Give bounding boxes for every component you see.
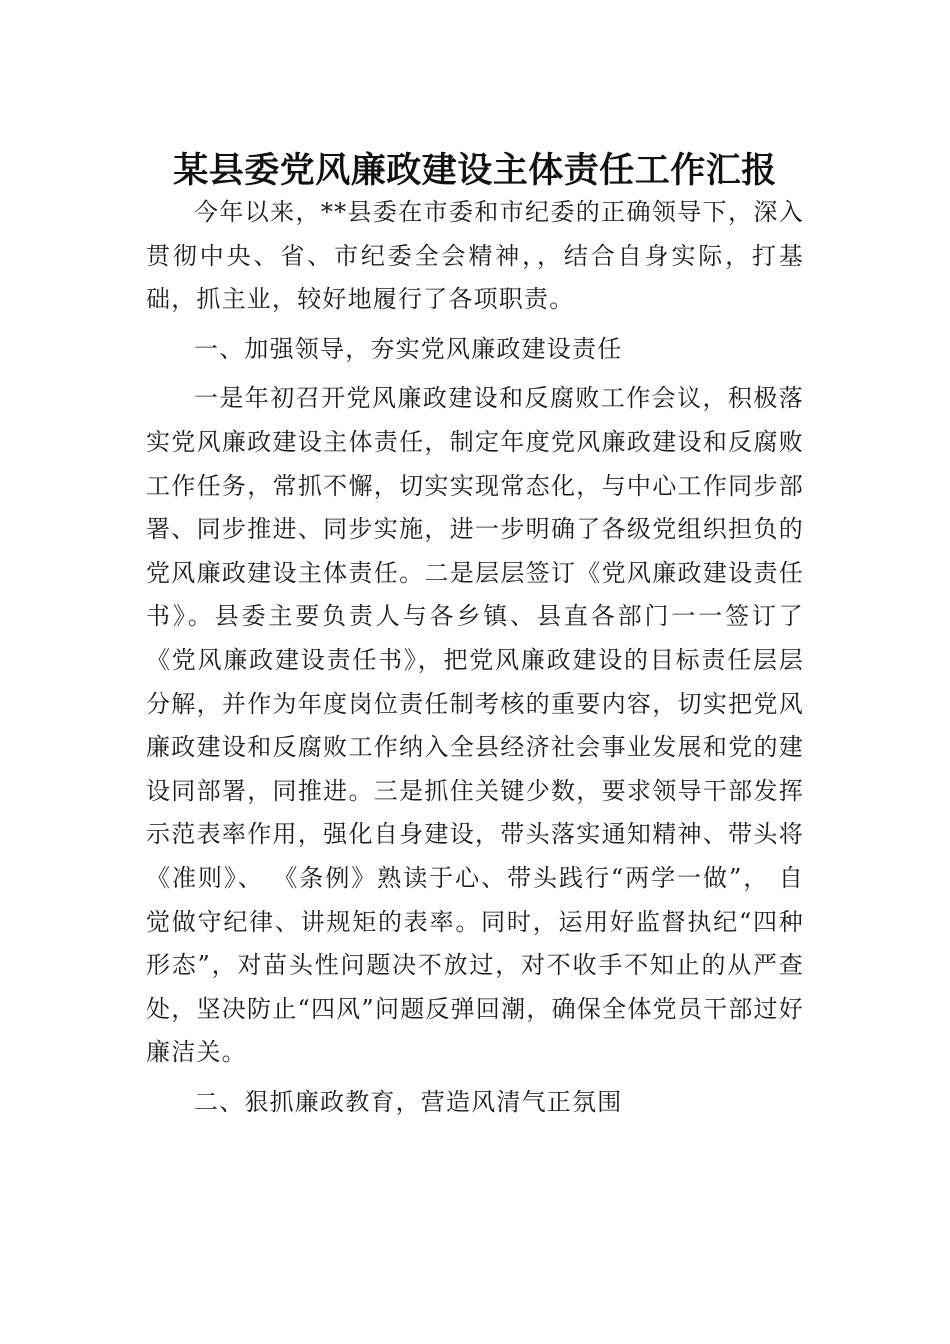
- section-2-heading: 二、狠抓廉政教育，营造风清气正氛围: [194, 1087, 623, 1116]
- intro-paragraph: 今年以来，**县委在市委和市纪委的正确领导下，深入贯彻中央、省、市纪委全会精神，，结合自身实际，打基础，抓主业，较好地履行了各项职责。: [146, 198, 804, 314]
- document-body: [146, 191, 804, 1124]
- document-title: 某县委党风廉政建设主体责任工作汇报: [173, 151, 777, 191]
- section-1-heading: 一、加强领导，夯实党风廉政建设责任: [194, 334, 623, 363]
- section-1-paragraph: 一是年初召开党风廉政建设和反腐败工作会议，积极落实党风廉政建设主体责任，制定年度党风廉政建设和反腐败工作任务，常抓不懈，切实实现常态化，与中心工作同步部署、同步推进、同步实施，进一步明确了各级党组织担负的党风廉政建设主体责任。二是层层签订《党风廉政建设责任书》。县委主要负责人与各乡镇、县直各部门一一签订了《党风廉政建设责任书》，把党风廉政建设的目标责任层层分解，并作为年度岗位责任制考核的重要内容，切实把党风廉政建设和反腐败工作纳入全县经济社会事业发展和党的建设同部署，同推进。三是抓住关键少数，要求领导干部发挥示范表率作用，强化自身建设，带头落实通知精神、带头将《准则》、 《条例》熟读于心、带头践行“两学一做”， 自觉做守纪律、讲规矩的表率。同时，运用好监督执纪“四种形态”，对苗头性问题决不放过，对不收手不知止的从严查处，坚决防止“四风”问题反弹回潮，确保全体党员干部过好廉洁关。: [146, 384, 804, 1067]
